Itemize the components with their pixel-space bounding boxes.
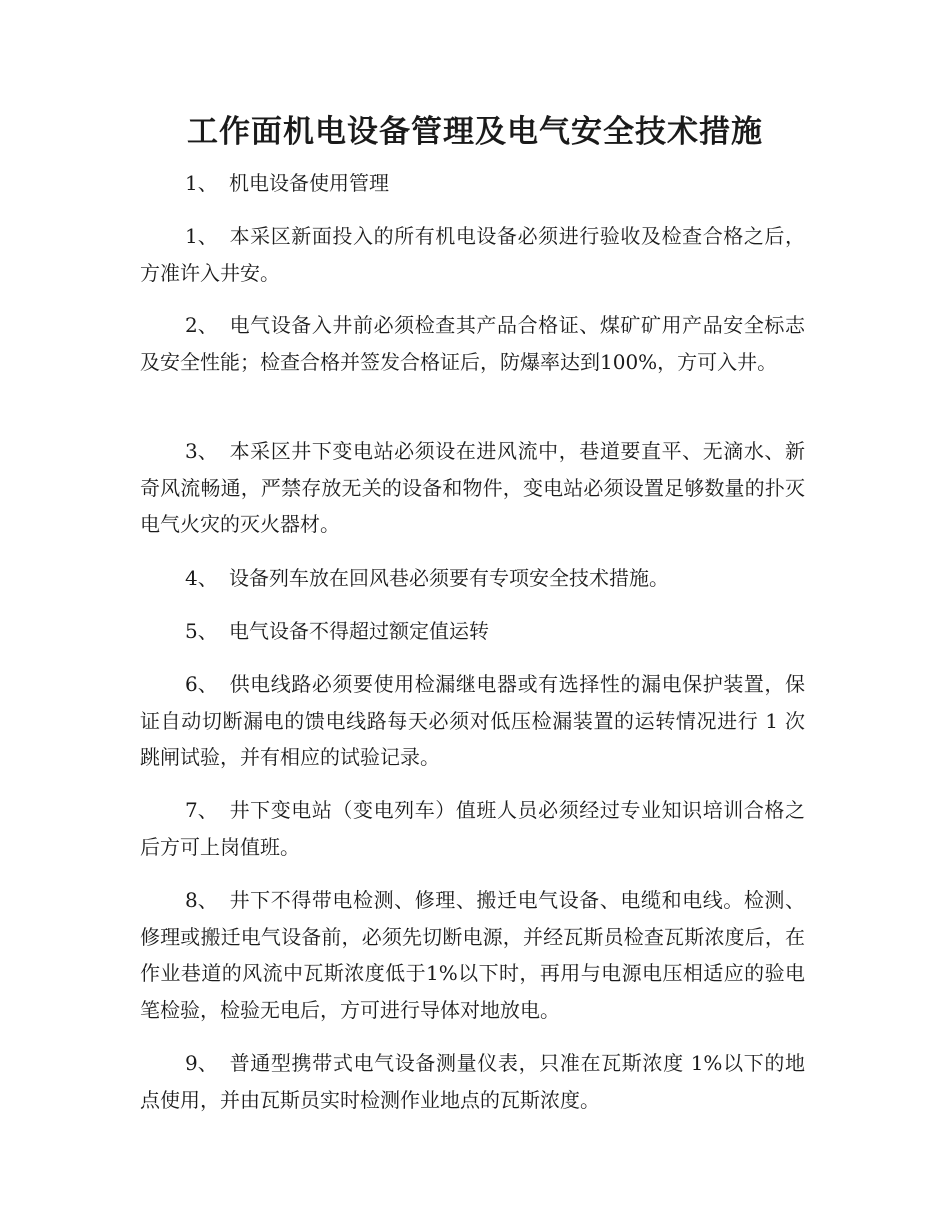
item-text: 电气设备入井前必须检查其产品合格证、煤矿矿用产品安全标志及安全性能；检查合格并签发合格证后，防爆率达到100%，方可入井。 [140, 313, 805, 374]
document-title: 工作面机电设备管理及电气安全技术措施 [187, 114, 763, 150]
section-text: 机电设备使用管理 [229, 171, 389, 195]
item-text: 井下变电站（变电列车）值班人员必须经过专业知识培训合格之后方可上岗值班。 [140, 798, 805, 859]
item-text: 普通型携带式电气设备测量仪表，只准在瓦斯浓度 1%以下的地点使用，并由瓦斯员实时检测作业地点的瓦斯浓度。 [140, 1051, 805, 1112]
item-text: 井下不得带电检测、修理、搬迁电气设备、电缆和电线。检测、修理或搬迁电气设备前，必须先切断电源，并经瓦斯员检查瓦斯浓度后，在作业巷道的风流中瓦斯浓度低于1%以下时，再用与电源电压相适应的验电笔检验，检验无电后，方可进行导体对地放电。 [140, 888, 805, 1022]
list-item [140, 666, 805, 776]
item-number: 5、 [185, 619, 218, 643]
item-number: 2、 [185, 313, 218, 337]
item-text: 电气设备不得超过额定值运转 [229, 619, 489, 643]
item-text: 供电线路必须要使用检漏继电器或有选择性的漏电保护装置，保证自动切断漏电的馈电线路每天必须对低压检漏装置的运转情况进行 1 次跳闸试验，并有相应的试验记录。 [140, 672, 805, 769]
item-number: 6、 [185, 672, 218, 696]
list-item [140, 560, 805, 597]
item-text: 设备列车放在回风巷必须要有专项安全技术措施。 [229, 566, 669, 590]
item-number: 1、 [185, 224, 218, 248]
list-item [140, 792, 805, 865]
section-heading [140, 165, 805, 202]
item-number: 9、 [185, 1051, 218, 1075]
list-item [140, 882, 805, 1028]
list-item [140, 613, 805, 650]
item-number: 8、 [185, 888, 218, 912]
list-item [140, 307, 805, 380]
list-item [140, 1045, 805, 1118]
item-text: 本采区新面投入的所有机电设备必须进行验收及检查合格之后，方准许入井安。 [140, 224, 805, 285]
item-number: 3、 [185, 439, 218, 463]
item-number: 7、 [185, 798, 218, 822]
list-item [140, 218, 805, 291]
item-number: 4、 [185, 566, 218, 590]
item-text: 本采区井下变电站必须设在进风流中，巷道要直平、无滴水、新奇风流畅通，严禁存放无关的设备和物件，变电站必须设置足够数量的扑灭电气火灾的灭火器材。 [140, 439, 805, 536]
list-item [140, 433, 805, 543]
section-number: 1、 [185, 171, 218, 195]
